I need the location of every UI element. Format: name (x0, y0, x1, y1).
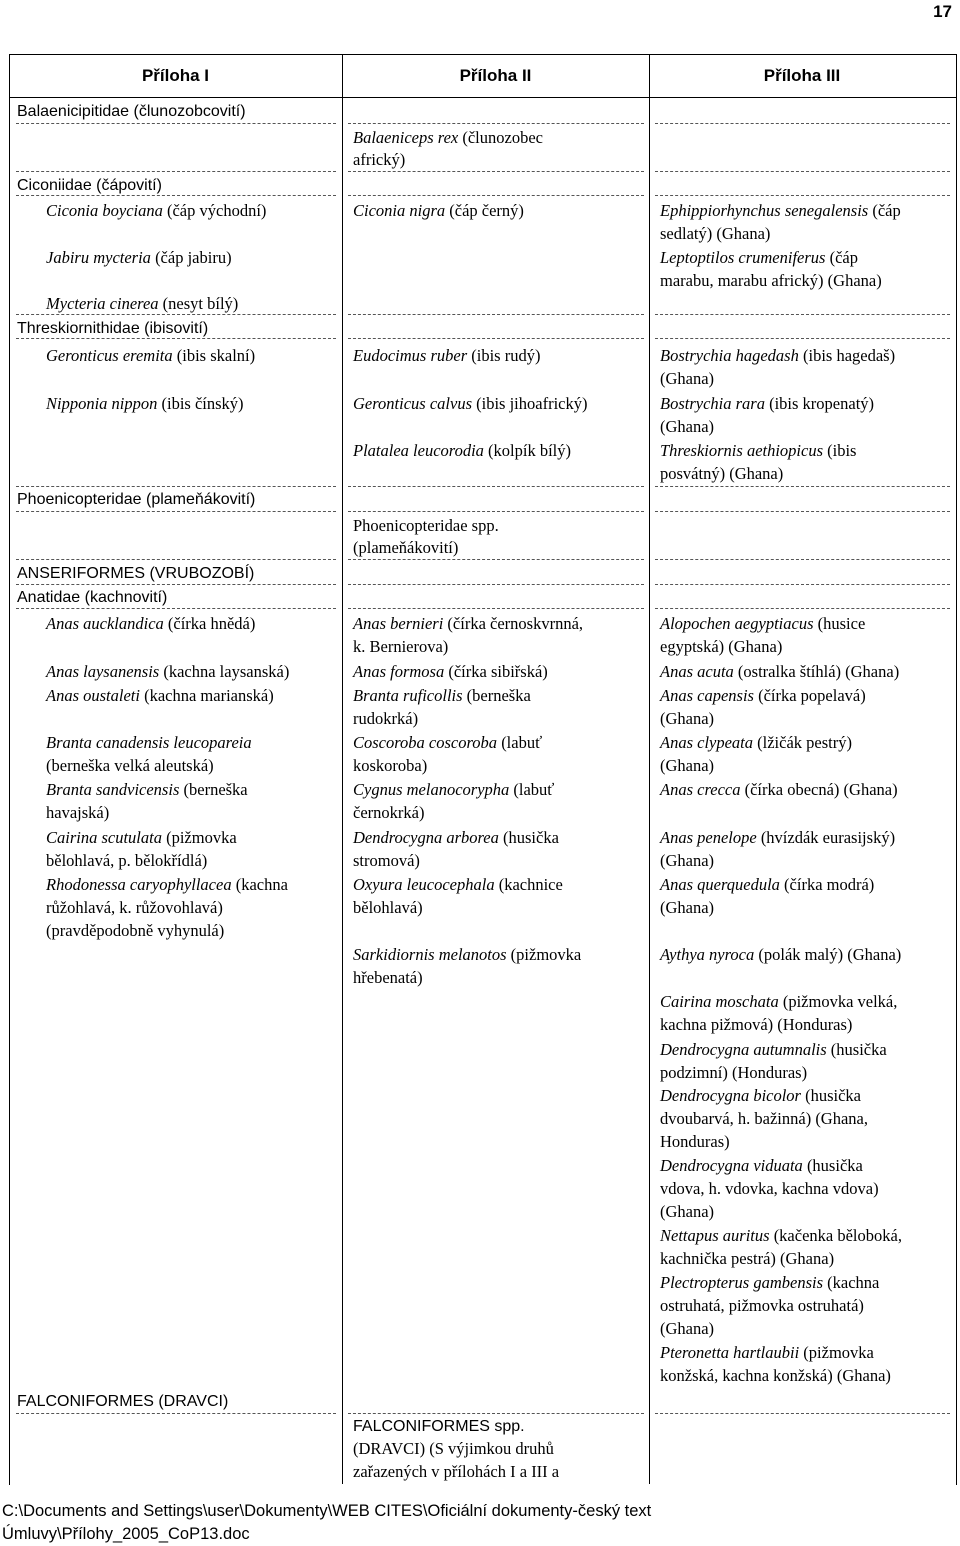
species-entry-cont: (berneška velká aleutská) (46, 756, 214, 775)
common-name: (čírka modrá) (779, 875, 875, 894)
species-entry (353, 392, 587, 415)
row-separator (348, 123, 644, 124)
row-separator (655, 608, 950, 609)
scientific-name: Dendrocygna arborea (353, 828, 499, 847)
row-separator (655, 511, 950, 512)
row-separator (348, 559, 644, 560)
scientific-name: Branta ruficollis (353, 686, 463, 705)
scientific-name: Plectropterus gambensis (660, 1273, 823, 1292)
scientific-name: Bostrychia hagedash (660, 346, 799, 365)
scientific-name: Oxyura leucocephala (353, 875, 495, 894)
scientific-name: Nipponia nippon (46, 394, 158, 413)
order-label: ANSERIFORMES (VRUBOZOBÍ) (17, 565, 255, 582)
scientific-name: Ciconia boyciana (46, 201, 163, 220)
common-name: (husička (802, 1156, 863, 1175)
species-entry-cont: (plameňákovití) (353, 538, 459, 557)
species-entry-cont: havajská) (46, 803, 110, 822)
common-name: (čáp jabiru) (150, 248, 232, 267)
species-entry-cont: egyptská) (Ghana) (660, 637, 783, 656)
species-entry-cont: hřebenatá) (353, 968, 423, 987)
row-separator (348, 511, 644, 512)
scientific-name: Dendrocygna autumnalis (660, 1040, 827, 1059)
common-name: (nesyt bílý) (158, 294, 239, 313)
family-label: Threskiornithidae (ibisovití) (17, 320, 209, 337)
species-entry (660, 1224, 902, 1247)
species-entry (353, 439, 571, 462)
row-separator (655, 338, 950, 339)
species-entry (46, 612, 255, 635)
family-label: Balaenicipitidae (člunozobcovití) (17, 103, 246, 120)
species-entry (46, 873, 288, 896)
footer-file-path (2, 1500, 651, 1546)
common-name: (hvízdák eurasijský) (756, 828, 896, 847)
scientific-name: Cairina moschata (660, 992, 779, 1011)
row-separator (655, 195, 950, 196)
common-name: (ibis rudý) (467, 346, 541, 365)
row-separator (16, 171, 336, 172)
species-entry-cont: bělohlavá) (353, 898, 423, 917)
common-name: (kachna laysanská) (159, 662, 290, 681)
species-entry (660, 826, 895, 849)
species-entry (46, 731, 252, 754)
species-entry (353, 826, 559, 849)
species-entry (660, 612, 865, 635)
common-name: (polák malý) (Ghana) (754, 945, 902, 964)
species-entry-cont: posvátný) (Ghana) (660, 464, 784, 483)
species-entry (353, 126, 543, 149)
species-entry: Phoenicopteridae spp. (353, 516, 499, 535)
species-entry (353, 660, 548, 683)
species-entry (353, 873, 563, 896)
scientific-name: Bostrychia rara (660, 394, 765, 413)
species-entry-cont: (Ghana) (660, 417, 715, 436)
species-entry (46, 199, 266, 222)
species-entry (660, 439, 856, 462)
species-entry (46, 292, 238, 315)
row-separator (348, 608, 644, 609)
row-separator (348, 195, 644, 196)
species-entry (660, 1084, 861, 1107)
common-name: (čírka popelavá) (753, 686, 866, 705)
species-entry-cont: (Ghana) (660, 756, 715, 775)
row-separator (348, 314, 644, 315)
species-entry-cont: (pravděpodobně vyhynulá) (46, 921, 225, 940)
row-separator (348, 171, 644, 172)
species-entry (660, 1271, 879, 1294)
species-entry: FALCONIFORMES spp. (353, 1418, 525, 1435)
common-name: (čírka černoskvrnná, (443, 614, 584, 633)
column-divider (649, 54, 650, 1484)
scientific-name: Branta sandvicensis (46, 780, 180, 799)
species-entry-cont: (Ghana) (660, 369, 715, 388)
species-entry (660, 246, 858, 269)
species-entry-cont: zařazených v přílohách I a III a (353, 1462, 560, 1481)
species-entry (660, 344, 895, 367)
common-name: (ibis čínský) (157, 394, 244, 413)
common-name: (kačenka běloboká, (769, 1226, 902, 1245)
common-name: (berneška (462, 686, 531, 705)
common-name: (ibis skalní) (172, 346, 256, 365)
scientific-name: Cairina scutulata (46, 828, 162, 847)
species-entry-cont: (Ghana) (660, 709, 715, 728)
row-separator (348, 486, 644, 487)
common-name: (čáp (868, 201, 901, 220)
footer-line: C:\Documents and Settings\user\Dokumenty\WEB CITES\Oficiální dokumenty-český text (2, 1502, 652, 1520)
scientific-name: Anas clypeata (660, 733, 754, 752)
row-separator (16, 1413, 336, 1414)
species-entry (353, 612, 583, 635)
order-label: FALCONIFORMES (DRAVCI) (17, 1393, 229, 1410)
scientific-name: Pteronetta hartlaubii (660, 1343, 800, 1362)
header-divider (9, 97, 956, 98)
scientific-name: Jabiru mycteria (46, 248, 151, 267)
common-name: (člunozobec (458, 128, 543, 147)
row-separator (655, 123, 950, 124)
family-label: Ciconiidae (čápovití) (17, 177, 162, 194)
common-name: (kachna (823, 1273, 880, 1292)
species-entry-cont: kachna pižmová) (Honduras) (660, 1015, 853, 1034)
common-name: (pižmovka (506, 945, 582, 964)
scientific-name: Geronticus eremita (46, 346, 173, 365)
species-entry (660, 1154, 863, 1177)
species-entry (46, 778, 248, 801)
row-separator (348, 1413, 644, 1414)
scientific-name: Balaeniceps rex (353, 128, 459, 147)
scientific-name: Eudocimus ruber (353, 346, 468, 365)
scientific-name: Aythya nyroca (660, 945, 755, 964)
species-entry (46, 344, 255, 367)
species-entry-cont: podzimní) (Honduras) (660, 1063, 808, 1082)
common-name: (čírka obecná) (Ghana) (740, 780, 898, 799)
species-entry-cont: (Ghana) (660, 1319, 715, 1338)
scientific-name: Ciconia nigra (353, 201, 446, 220)
scientific-name: Platalea leucorodia (353, 441, 484, 460)
common-name: (lžičák pestrý) (753, 733, 852, 752)
scientific-name: Anas laysanensis (46, 662, 160, 681)
common-name: (husice (813, 614, 866, 633)
scientific-name: Anas crecca (660, 780, 741, 799)
scientific-name: Dendrocygna bicolor (660, 1086, 801, 1105)
scientific-name: Coscoroba coscoroba (353, 733, 498, 752)
header-appendix-iii: Příloha III (763, 66, 841, 85)
footer-line: Úmluvy\Přílohy_2005_CoP13.doc (2, 1525, 250, 1543)
species-entry (46, 660, 289, 683)
family-label: Phoenicopteridae (plameňákovití) (17, 491, 256, 508)
species-entry (353, 199, 524, 222)
species-entry (660, 660, 899, 683)
species-entry (660, 684, 866, 707)
scientific-name: Branta canadensis leucopareia (46, 733, 252, 752)
scientific-name: Anas formosa (353, 662, 445, 681)
species-entry (660, 873, 874, 896)
scientific-name: Anas acuta (660, 662, 734, 681)
species-entry (660, 731, 852, 754)
common-name: (husička (826, 1040, 887, 1059)
common-name: (čírka sibiřská) (444, 662, 548, 681)
species-entry (46, 246, 232, 269)
species-entry (353, 778, 554, 801)
family-label: Anatidae (kachnovití) (17, 589, 168, 606)
header-appendix-ii: Příloha II (459, 66, 532, 85)
common-name: (čáp černý) (445, 201, 524, 220)
common-name: (pižmovka (799, 1343, 874, 1362)
common-name: (čáp východní) (162, 201, 267, 220)
common-name: (čáp (825, 248, 858, 267)
row-separator (348, 584, 644, 585)
scientific-name: Rhodonessa caryophyllacea (46, 875, 232, 894)
row-separator (16, 123, 336, 124)
row-separator (655, 1413, 950, 1414)
row-separator (655, 559, 950, 560)
species-entry-cont: kachnička pestrá) (Ghana) (660, 1249, 835, 1268)
row-separator (16, 511, 336, 512)
common-name: (ibis kropenatý) (764, 394, 875, 413)
page-number: 17 (933, 2, 952, 21)
species-entry-cont: rudokrká) (353, 709, 419, 728)
row-separator (16, 559, 336, 560)
common-name: (čírka hnědá) (163, 614, 256, 633)
species-entry (660, 1341, 874, 1364)
species-entry-cont: vdova, h. vdovka, kachna vdova) (660, 1179, 879, 1198)
common-name: (pižmovka (161, 828, 237, 847)
scientific-name: Alopochen aegyptiacus (660, 614, 814, 633)
species-entry-cont: černokrká) (353, 803, 425, 822)
scientific-name: Anas querquedula (660, 875, 780, 894)
row-separator (655, 486, 950, 487)
species-entry-cont: (Ghana) (660, 851, 715, 870)
scientific-name: Leptoptilos crumeniferus (660, 248, 826, 267)
common-name: (kolpík bílý) (483, 441, 571, 460)
scientific-name: Anas aucklandica (46, 614, 164, 633)
species-entry (46, 684, 274, 707)
scientific-name: Sarkidiornis melanotos (353, 945, 507, 964)
common-name: (ibis hagedaš) (798, 346, 896, 365)
species-entry (660, 1038, 887, 1061)
species-entry (353, 684, 531, 707)
species-entry-cont: koskoroba) (353, 756, 428, 775)
species-entry-cont: marabu, marabu africký) (Ghana) (660, 271, 882, 290)
species-entry-cont: konžská, kachna konžská) (Ghana) (660, 1366, 891, 1385)
species-entry-cont: sedlatý) (Ghana) (660, 224, 771, 243)
species-entry (353, 344, 540, 367)
species-entry-cont: (DRAVCI) (S výjimkou druhů (353, 1439, 554, 1458)
species-entry (46, 826, 237, 849)
species-entry-cont: dvoubarvá, h. bažinná) (Ghana, (660, 1109, 868, 1128)
scientific-name: Anas oustaleti (46, 686, 140, 705)
scientific-name: Dendrocygna viduata (660, 1156, 803, 1175)
column-divider (342, 54, 343, 1484)
species-entry-cont: (Ghana) (660, 1202, 715, 1221)
species-entry (660, 990, 897, 1013)
species-entry (353, 943, 581, 966)
row-separator (655, 584, 950, 585)
common-name: (berneška (179, 780, 248, 799)
species-entry-cont: (Ghana) (660, 898, 715, 917)
common-name: (kachnice (494, 875, 563, 894)
species-entry-cont: africký) (353, 150, 406, 169)
scientific-name: Anas penelope (660, 828, 757, 847)
scientific-name: Anas bernieri (353, 614, 444, 633)
species-entry-cont: Honduras) (660, 1132, 730, 1151)
scientific-name: Threskiornis aethiopicus (660, 441, 824, 460)
row-separator (655, 171, 950, 172)
common-name: (husička (800, 1086, 862, 1105)
species-entry (660, 778, 898, 801)
scientific-name: Cygnus melanocorypha (353, 780, 510, 799)
row-separator (348, 338, 644, 339)
species-entry (660, 392, 874, 415)
scientific-name: Geronticus calvus (353, 394, 472, 413)
row-separator (655, 314, 950, 315)
species-entry-cont: k. Bernierova) (353, 637, 449, 656)
scientific-name: Mycteria cinerea (46, 294, 159, 313)
species-entry-cont: stromová) (353, 851, 420, 870)
species-entry (46, 392, 244, 415)
common-name: (kachna (231, 875, 288, 894)
common-name: (ostralka štíhlá) (Ghana) (733, 662, 900, 681)
scientific-name: Nettapus auritus (660, 1226, 770, 1245)
scientific-name: Ephippiorhynchus senegalensis (660, 201, 869, 220)
common-name: (pižmovka velká, (778, 992, 898, 1011)
species-entry-cont: růžohlavá, k. růžovohlavá) (46, 898, 223, 917)
species-entry (353, 731, 542, 754)
common-name: (labuť (509, 780, 555, 799)
common-name: (ibis (823, 441, 857, 460)
header-appendix-i: Příloha I (141, 66, 210, 85)
species-entry-cont: ostruhatá, pižmovka ostruhatá) (660, 1296, 864, 1315)
species-entry (660, 199, 901, 222)
common-name: (labuť (497, 733, 543, 752)
scientific-name: Anas capensis (660, 686, 754, 705)
row-separator (16, 486, 336, 487)
species-entry (660, 943, 901, 966)
common-name: (kachna marianská) (139, 686, 274, 705)
common-name: (ibis jihoafrický) (472, 394, 588, 413)
common-name: (husička (498, 828, 559, 847)
species-entry-cont: bělohlavá, p. bělokřídlá) (46, 851, 208, 870)
